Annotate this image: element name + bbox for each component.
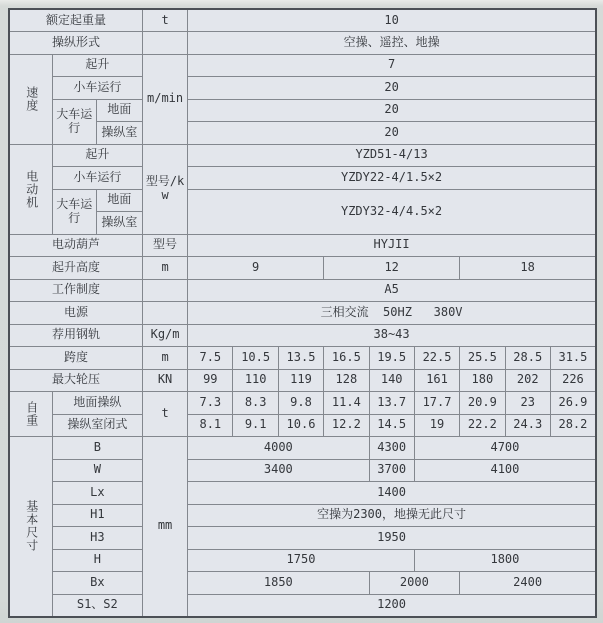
table-row <box>9 257 596 280</box>
table-row <box>9 437 596 460</box>
max-wheel-load-value: 161 <box>414 369 459 392</box>
span-value: 10.5 <box>233 347 278 370</box>
dimension-H3-value: 1950 <box>188 527 596 550</box>
dimension-H1-label: H1 <box>52 504 142 527</box>
motor-unit: 型号/kw <box>142 144 187 234</box>
dimension-Bx-label: Bx <box>52 572 142 595</box>
self-weight-unit: t <box>142 392 187 437</box>
table-row <box>9 302 596 325</box>
speed-crane-label: 大车运行 <box>52 99 96 144</box>
rated-capacity-unit: t <box>142 9 187 32</box>
dimension-Bx-value: 2000 <box>369 572 460 595</box>
max-wheel-load-value: 128 <box>324 369 369 392</box>
self-weight-cab-value: 12.2 <box>324 414 369 437</box>
rail-label: 荐用钢轨 <box>9 324 142 347</box>
self-weight-cab-value: 22.2 <box>460 414 505 437</box>
self-weight-ground-value: 23 <box>505 392 550 415</box>
lifting-height-unit: m <box>142 257 187 280</box>
table-row <box>9 279 596 302</box>
table-row <box>9 77 596 100</box>
dimension-W-value: 3400 <box>188 459 369 482</box>
table-row <box>9 594 596 617</box>
table-row <box>9 392 596 415</box>
speed-crane-cab-value: 20 <box>188 122 596 145</box>
self-weight-ground-value: 13.7 <box>369 392 414 415</box>
crane-spec-table <box>8 8 597 618</box>
dimension-Lx-value: 1400 <box>188 482 596 505</box>
span-value: 19.5 <box>369 347 414 370</box>
max-wheel-load-value: 180 <box>460 369 505 392</box>
motor-crane-ground-label: 地面 <box>96 189 142 212</box>
span-value: 7.5 <box>188 347 233 370</box>
lifting-height-value: 12 <box>324 257 460 280</box>
table-row <box>9 459 596 482</box>
dimensions-unit: mm <box>142 437 187 617</box>
self-weight-cab-value: 19 <box>414 414 459 437</box>
max-wheel-load-value: 202 <box>505 369 550 392</box>
motor-trolley-value: YZDY22-4/1.5×2 <box>188 167 596 190</box>
table-row <box>9 122 596 145</box>
span-value: 31.5 <box>550 347 596 370</box>
hoist-unit: 型号 <box>142 234 187 257</box>
dimension-W-label: W <box>52 459 142 482</box>
speed-crane-cab-label: 操纵室 <box>96 122 142 145</box>
dimension-H3-label: H3 <box>52 527 142 550</box>
self-weight-section-label: 自重 <box>9 392 52 437</box>
control-mode-unit <box>142 32 187 55</box>
self-weight-cab-label: 操纵室闭式 <box>52 414 142 437</box>
self-weight-ground-value: 11.4 <box>324 392 369 415</box>
max-wheel-load-value: 226 <box>550 369 596 392</box>
span-value: 13.5 <box>278 347 323 370</box>
motor-crane-cab-label: 操纵室 <box>96 212 142 235</box>
dimension-B-value: 4000 <box>188 437 369 460</box>
motor-trolley-label: 小车运行 <box>52 167 142 190</box>
self-weight-ground-value: 26.9 <box>550 392 596 415</box>
motor-hoisting-value: YZD51-4/13 <box>188 144 596 167</box>
table-row <box>9 527 596 550</box>
lifting-height-value: 18 <box>460 257 596 280</box>
speed-unit: m/min <box>142 54 187 144</box>
table-row <box>9 369 596 392</box>
table-row <box>9 324 596 347</box>
span-unit: m <box>142 347 187 370</box>
hoist-value: HYJII <box>188 234 596 257</box>
dimension-H-value: 1800 <box>414 549 596 572</box>
table-row <box>9 9 596 32</box>
power-value: 三相交流 50HZ 380V <box>188 302 596 325</box>
duty-class-label: 工作制度 <box>9 279 142 302</box>
dimension-B-label: B <box>52 437 142 460</box>
dimensions-section-label: 基本尺寸 <box>9 437 52 617</box>
duty-class-unit <box>142 279 187 302</box>
hoist-label: 电动葫芦 <box>9 234 142 257</box>
table-row <box>9 167 596 190</box>
table-row <box>9 347 596 370</box>
table-row <box>9 144 596 167</box>
span-value: 25.5 <box>460 347 505 370</box>
table-row <box>9 234 596 257</box>
speed-crane-ground-value: 20 <box>188 99 596 122</box>
rated-capacity-value: 10 <box>188 9 596 32</box>
dimension-Bx-value: 1850 <box>188 572 369 595</box>
duty-class-value: A5 <box>188 279 596 302</box>
self-weight-cab-value: 28.2 <box>550 414 596 437</box>
lifting-height-label: 起升高度 <box>9 257 142 280</box>
dimension-H-value: 1750 <box>188 549 415 572</box>
table-row <box>9 54 596 77</box>
max-wheel-load-value: 119 <box>278 369 323 392</box>
max-wheel-load-value: 140 <box>369 369 414 392</box>
dimension-Bx-value: 2400 <box>460 572 596 595</box>
self-weight-ground-value: 7.3 <box>188 392 233 415</box>
self-weight-cab-value: 24.3 <box>505 414 550 437</box>
motor-crane-value: YZDY32-4/4.5×2 <box>188 189 596 234</box>
dimension-H-label: H <box>52 549 142 572</box>
self-weight-ground-value: 9.8 <box>278 392 323 415</box>
motor-crane-label: 大车运行 <box>52 189 96 234</box>
speed-trolley-label: 小车运行 <box>52 77 142 100</box>
self-weight-ground-value: 20.9 <box>460 392 505 415</box>
dimension-S1S2-label: S1、S2 <box>52 594 142 617</box>
self-weight-cab-value: 10.6 <box>278 414 323 437</box>
max-wheel-load-unit: KN <box>142 369 187 392</box>
max-wheel-load-label: 最大轮压 <box>9 369 142 392</box>
self-weight-cab-value: 8.1 <box>188 414 233 437</box>
max-wheel-load-value: 110 <box>233 369 278 392</box>
speed-section-label: 速度 <box>9 54 52 144</box>
table-row <box>9 482 596 505</box>
rated-capacity-label: 额定起重量 <box>9 9 142 32</box>
motor-hoisting-label: 起升 <box>52 144 142 167</box>
self-weight-ground-value: 8.3 <box>233 392 278 415</box>
span-value: 22.5 <box>414 347 459 370</box>
dimension-Lx-label: Lx <box>52 482 142 505</box>
rail-unit: Kg/m <box>142 324 187 347</box>
speed-trolley-value: 20 <box>188 77 596 100</box>
table-row <box>9 549 596 572</box>
speed-hoisting-value: 7 <box>188 54 596 77</box>
span-value: 28.5 <box>505 347 550 370</box>
control-mode-value: 空操、遥控、地操 <box>188 32 596 55</box>
motor-section-label: 电动机 <box>9 144 52 234</box>
table-row <box>9 572 596 595</box>
speed-hoisting-label: 起升 <box>52 54 142 77</box>
dimension-W-value: 4100 <box>414 459 596 482</box>
control-mode-label: 操纵形式 <box>9 32 142 55</box>
dimension-B-value: 4300 <box>369 437 414 460</box>
table-row <box>9 189 596 212</box>
self-weight-ground-label: 地面操纵 <box>52 392 142 415</box>
power-label: 电源 <box>9 302 142 325</box>
max-wheel-load-value: 99 <box>188 369 233 392</box>
table-row <box>9 504 596 527</box>
self-weight-ground-value: 17.7 <box>414 392 459 415</box>
power-unit <box>142 302 187 325</box>
span-label: 跨度 <box>9 347 142 370</box>
self-weight-cab-value: 9.1 <box>233 414 278 437</box>
dimension-S1S2-value: 1200 <box>188 594 596 617</box>
dimension-B-value: 4700 <box>414 437 596 460</box>
table-row <box>9 99 596 122</box>
dimension-H1-value: 空操为2300，地操无此尺寸 <box>188 504 596 527</box>
lifting-height-value: 9 <box>188 257 324 280</box>
self-weight-cab-value: 14.5 <box>369 414 414 437</box>
dimension-W-value: 3700 <box>369 459 414 482</box>
speed-crane-ground-label: 地面 <box>96 99 142 122</box>
table-row <box>9 414 596 437</box>
rail-value: 38~43 <box>188 324 596 347</box>
span-value: 16.5 <box>324 347 369 370</box>
table-row <box>9 32 596 55</box>
